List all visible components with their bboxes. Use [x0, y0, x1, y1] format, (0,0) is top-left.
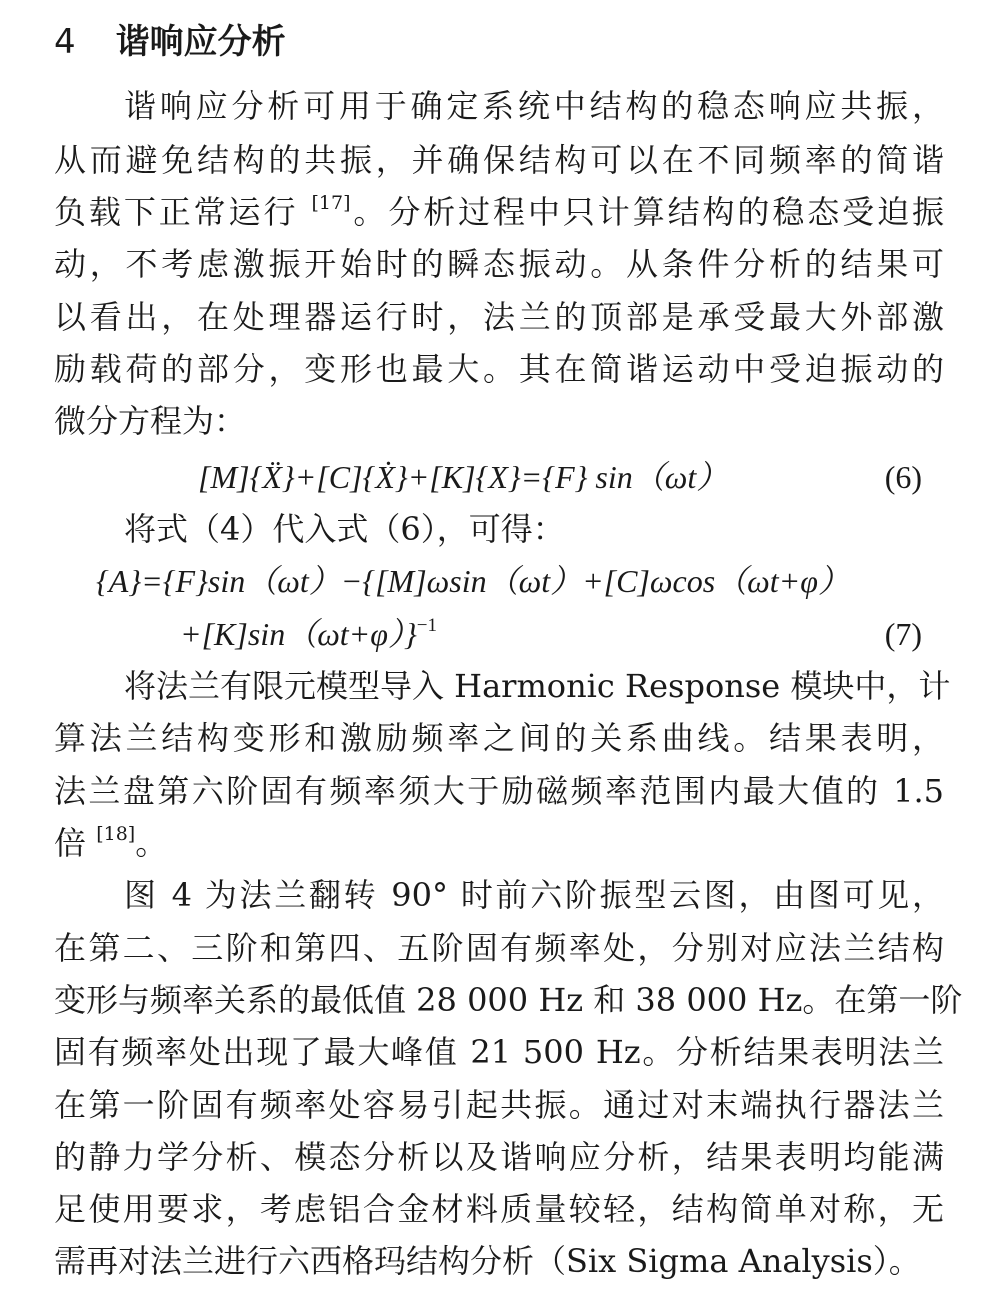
substitution-line: 将式（4）代入式（6），可得： [124, 510, 565, 548]
section-heading [54, 14, 286, 63]
paragraph-line: 动，不考虑激振开始时的瞬态振动。从条件分析的结果可 [54, 245, 944, 283]
citation-ref[interactable]: [17] [311, 192, 351, 214]
paragraph-line: 以看出，在处理器运行时，法兰的顶部是承受最大外部激 [54, 298, 944, 336]
paragraph-text: 。 [135, 824, 168, 862]
section-number: 4 [54, 22, 76, 62]
paragraph-line: 将法兰有限元模型导入 Harmonic Response 模块中，计 [124, 667, 951, 705]
paragraph-text: 。分析过程中只计算结构的稳态受迫振 [350, 193, 944, 231]
paragraph-text: 倍 [54, 824, 87, 862]
equation-7-exponent: −1 [416, 615, 437, 636]
paragraph-line: 需再对法兰进行六西格玛结构分析（Six Sigma Analysis）。 [54, 1242, 921, 1280]
paragraph-line: 微分方程为： [54, 402, 247, 440]
paragraph-line: 算法兰结构变形和激励频率之间的关系曲线。结果表明， [54, 719, 944, 757]
paragraph-line: 法兰盘第六阶固有频率须大于励磁频率范围内最大值的 1.5 [54, 772, 944, 810]
paragraph-line: 图 4 为法兰翻转 90° 时前六阶振型云图，由图可见， [124, 876, 944, 914]
paragraph-line [54, 823, 944, 862]
paragraph-line: 在第二、三阶和第四、五阶固有频率处，分别对应法兰结构 [54, 929, 944, 967]
paragraph-line: 的静力学分析、模态分析以及谐响应分析，结果表明均能满 [54, 1138, 944, 1176]
paragraph-line [54, 192, 944, 231]
equation-7-line-2 [180, 615, 437, 652]
section-title: 谐响应分析 [115, 22, 286, 62]
paragraph-line: 足使用要求，考虑铝合金材料质量较轻，结构简单对称，无 [54, 1190, 944, 1228]
paragraph-line: 谐响应分析可用于确定系统中结构的稳态响应共振， [124, 87, 944, 125]
paragraph-line: 从而避免结构的共振，并确保结构可以在不同频率的简谐 [54, 141, 944, 179]
citation-ref[interactable]: [18] [96, 823, 136, 845]
equation-number-6: (6) [884, 459, 922, 495]
equation-7-body: +[K]sin（ωt+φ）} [180, 616, 417, 652]
equation-number-7: (7) [884, 616, 922, 652]
paragraph-line: 固有频率处出现了最大峰值 21 500 Hz。分析结果表明法兰 [54, 1033, 944, 1071]
equation-7-line-1: {A}={F}sin（ωt）−{[M]ωsin（ωt）+[C]ωcos（ωt+φ） [96, 563, 850, 599]
paragraph-line: 励载荷的部分，变形也最大。其在简谐运动中受迫振动的 [54, 350, 944, 388]
paragraph-line: 变形与频率关系的最低值 28 000 Hz 和 38 000 Hz。在第一阶 [54, 981, 963, 1019]
paragraph-text: 负载下正常运行 [54, 193, 299, 231]
equation-6: [M]{Ẍ}+[C]{Ẋ}+[K]{X}={F} sin（ωt） [198, 459, 729, 495]
paragraph-line: 在第一阶固有频率处容易引起共振。通过对末端执行器法兰 [54, 1086, 944, 1124]
